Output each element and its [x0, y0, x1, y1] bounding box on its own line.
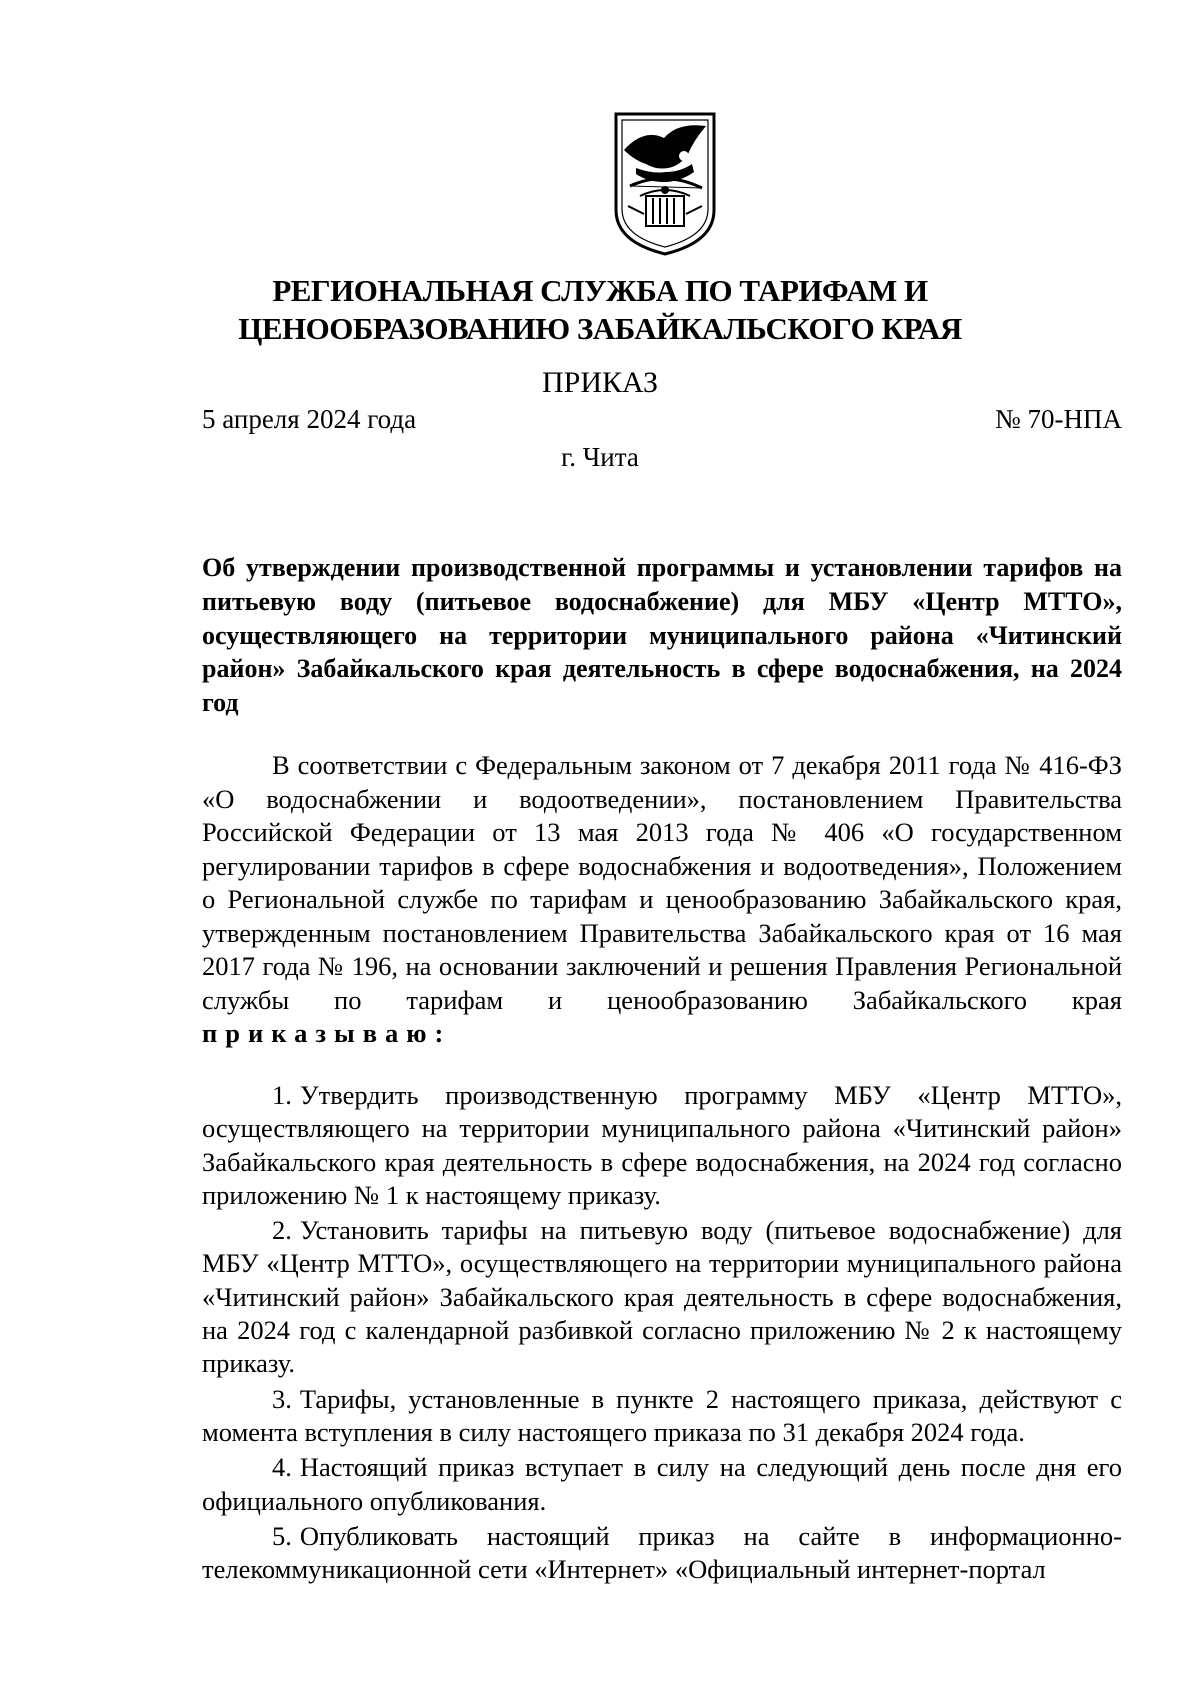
order-item [202, 1451, 1122, 1518]
preamble-text: В соответствии с Федеральным законом от 7 декабря 2011 года № 416-ФЗ «О водоснабжении и водоотведении», постановлением Правительства Российской Федерации от 13 мая 2013 года № 406 «О государственном регулировании тарифов в сфере водоснабжения и водоотведения», Положением о Региональной службе по тарифам и ценообразованию Забайкальского края, утвержденным постановлением Правительства Забайкальского края от 16 мая 2017 года № 196, на основании заключений и решения Правления Региональной службы по тарифам и ценообразованию Забайкальского края [202, 750, 1122, 1015]
order-items [202, 1079, 1122, 1588]
document-date: 5 апреля 2024 года [202, 404, 417, 434]
order-item [202, 1214, 1122, 1380]
item-text: Утвердить производственную программу МБУ «Центр МТТО», осуществляющего на территории муниципального района «Читинский район» Забайкальского края деятельность в сфере водоснабжения, на 2024 год согласно приложению № 1 к настоящему приказу. [202, 1080, 1122, 1210]
item-number: 4. [272, 1452, 292, 1483]
order-item [202, 1383, 1122, 1450]
document-number: № 70-НПА [995, 404, 1122, 434]
coat-of-arms-icon [610, 110, 720, 258]
item-text: Тарифы, установленные в пункте 2 настоящего приказа, действуют с момента вступления в силу настоящего приказа по 31 декабря 2024 года. [202, 1383, 1122, 1447]
item-number: 1. [272, 1080, 292, 1110]
preamble-paragraph [202, 749, 1122, 1051]
item-number: 5. [272, 1520, 292, 1551]
order-word: приказываю: [202, 1018, 452, 1048]
order-item [202, 1079, 1122, 1212]
item-number: 3. [272, 1383, 292, 1414]
document-city: г. Чита [561, 442, 639, 472]
org-title-line2: ЦЕНООБРАЗОВАНИЮ ЗАБАЙКАЛЬСКОГО КРАЯ [238, 311, 962, 346]
item-number: 2. [272, 1215, 292, 1246]
item-text: Установить тарифы на питьевую воду (питьевое водоснабжение) для МБУ «Центр МТТО», осуществляющего на территории муниципального района «Читинский район» Забайкальского края деятельность в сфере водоснабжения, на 2024 год с календарной разбивкой согласно приложению № 2 к настоящему приказу. [202, 1215, 1122, 1379]
item-text: Опубликовать настоящий приказ на сайте в информационно-телекоммуникационной сети «Интернет» «Официальный интернет-портал [202, 1520, 1122, 1585]
item-text: Настоящий приказ вступает в силу на следующий день после дня его официального опубликования. [202, 1452, 1122, 1516]
org-title-line1: РЕГИОНАЛЬНАЯ СЛУЖБА ПО ТАРИФАМ И [272, 273, 928, 308]
document-subject: Об утверждении производственной программы и установлении тарифов на питьевую воду (питьевое водоснабжение) для МБУ «Центр МТТО», осуществляющего на территории муниципального района «Читинский район» Забайкальского края деятельность в сфере водоснабжения, на 2024 год [202, 553, 1122, 718]
document-type: ПРИКАЗ [542, 366, 658, 399]
order-item [202, 1520, 1122, 1587]
